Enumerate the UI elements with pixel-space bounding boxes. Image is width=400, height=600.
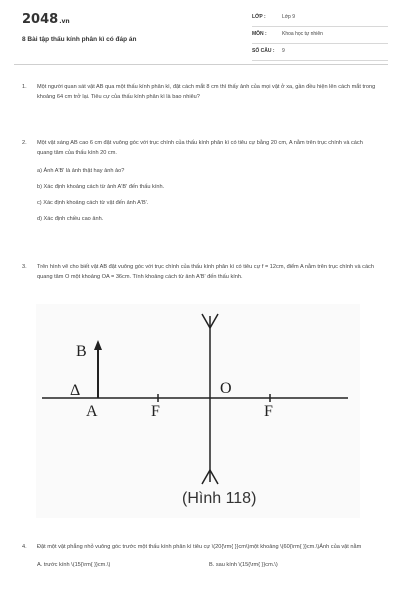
label-b: B (76, 343, 87, 360)
site-logo[interactable] (22, 12, 70, 27)
lens-figure (36, 304, 360, 518)
answer-options (37, 560, 377, 570)
question-option: b) Xác định khoảng cách từ ảnh A'B' đến thấu kính. (37, 184, 165, 190)
figure-background (36, 304, 360, 518)
logo-text: 2048 (22, 12, 59, 27)
answer-option-a[interactable]: A. trước kính \(15{\rm{ }}cm.\) (37, 562, 111, 568)
question-text: Một vật sáng AB cao 6 cm đặt vuông góc với trục chính của thấu kính phân kì có tiêu cự bằng 20 cm, A nằm trên trục chính và cách quang tâm của thấu kính 20 cm. (37, 140, 363, 156)
question-number: 4. (22, 544, 27, 550)
meta-label: MÔN : (252, 31, 267, 37)
label-f-left: F (151, 403, 160, 420)
question-option: c) Xác định khoảng cách từ vật đến ảnh A'B'. (37, 200, 149, 206)
label-delta: Δ (70, 382, 81, 399)
meta-label: LỚP : (252, 14, 266, 20)
answer-option-b[interactable]: B. sau kính \(15{\rm{ }}cm.\) (209, 562, 278, 568)
question-text: Trên hình vẽ cho biết vật AB đặt vuông góc với trục chính của thấu kính phân kì có tiêu cự f = 12cm, điểm A nằm trên trục chính và cách quang tâm O một khoảng OA = 36cm. Tính khoảng cách từ ảnh A'B' đến thấu kính. (37, 264, 374, 280)
label-o: O (220, 380, 232, 397)
document-header (0, 0, 400, 62)
meta-row-subject (252, 31, 388, 44)
label-a: A (86, 403, 98, 420)
meta-value: Lớp 9 (282, 14, 296, 20)
meta-info (252, 14, 388, 65)
question-option: a) Ảnh A'B' là ảnh thật hay ảnh ảo? (37, 168, 125, 174)
figure-caption: (Hình 118) (182, 490, 257, 507)
meta-row-count (252, 48, 388, 61)
logo-suffix: .vn (59, 18, 70, 25)
question-number: 2. (22, 140, 27, 146)
question-4 (22, 542, 377, 570)
question-text: Đặt một vật phẳng nhỏ vuông góc trước một thấu kính phân kì tiêu cự \(20{\rm{ }}cm\)một khoảng \(60{\rm{ }}cm.\)Ảnh của vật nằm (37, 544, 362, 550)
question-2 (22, 138, 377, 224)
meta-label: SỐ CÂU : (252, 48, 275, 54)
question-text: Một người quan sát vật AB qua một thấu kính phân kì, đặt cách mắt 8 cm thì thấy ảnh của mọi vật ở xa, gần đều hiện lên cách mắt trong khoảng 64 cm trở lại. Tiêu cự của thấu kính phân kì là bao nhiêu? (37, 84, 376, 100)
question-option: d) Xác định chiều cao ảnh. (37, 216, 104, 222)
page-title: 8 Bài tập thấu kính phân kì có đáp án (22, 36, 137, 43)
meta-value: Khoa học tự nhiên (282, 31, 323, 37)
question-number: 3. (22, 264, 27, 270)
meta-value: 9 (282, 48, 285, 54)
question-3 (22, 262, 377, 282)
question-number: 1. (22, 84, 27, 90)
header-divider (14, 64, 388, 65)
meta-row-class (252, 14, 388, 27)
question-1 (22, 82, 377, 102)
label-f-right: F (264, 403, 273, 420)
